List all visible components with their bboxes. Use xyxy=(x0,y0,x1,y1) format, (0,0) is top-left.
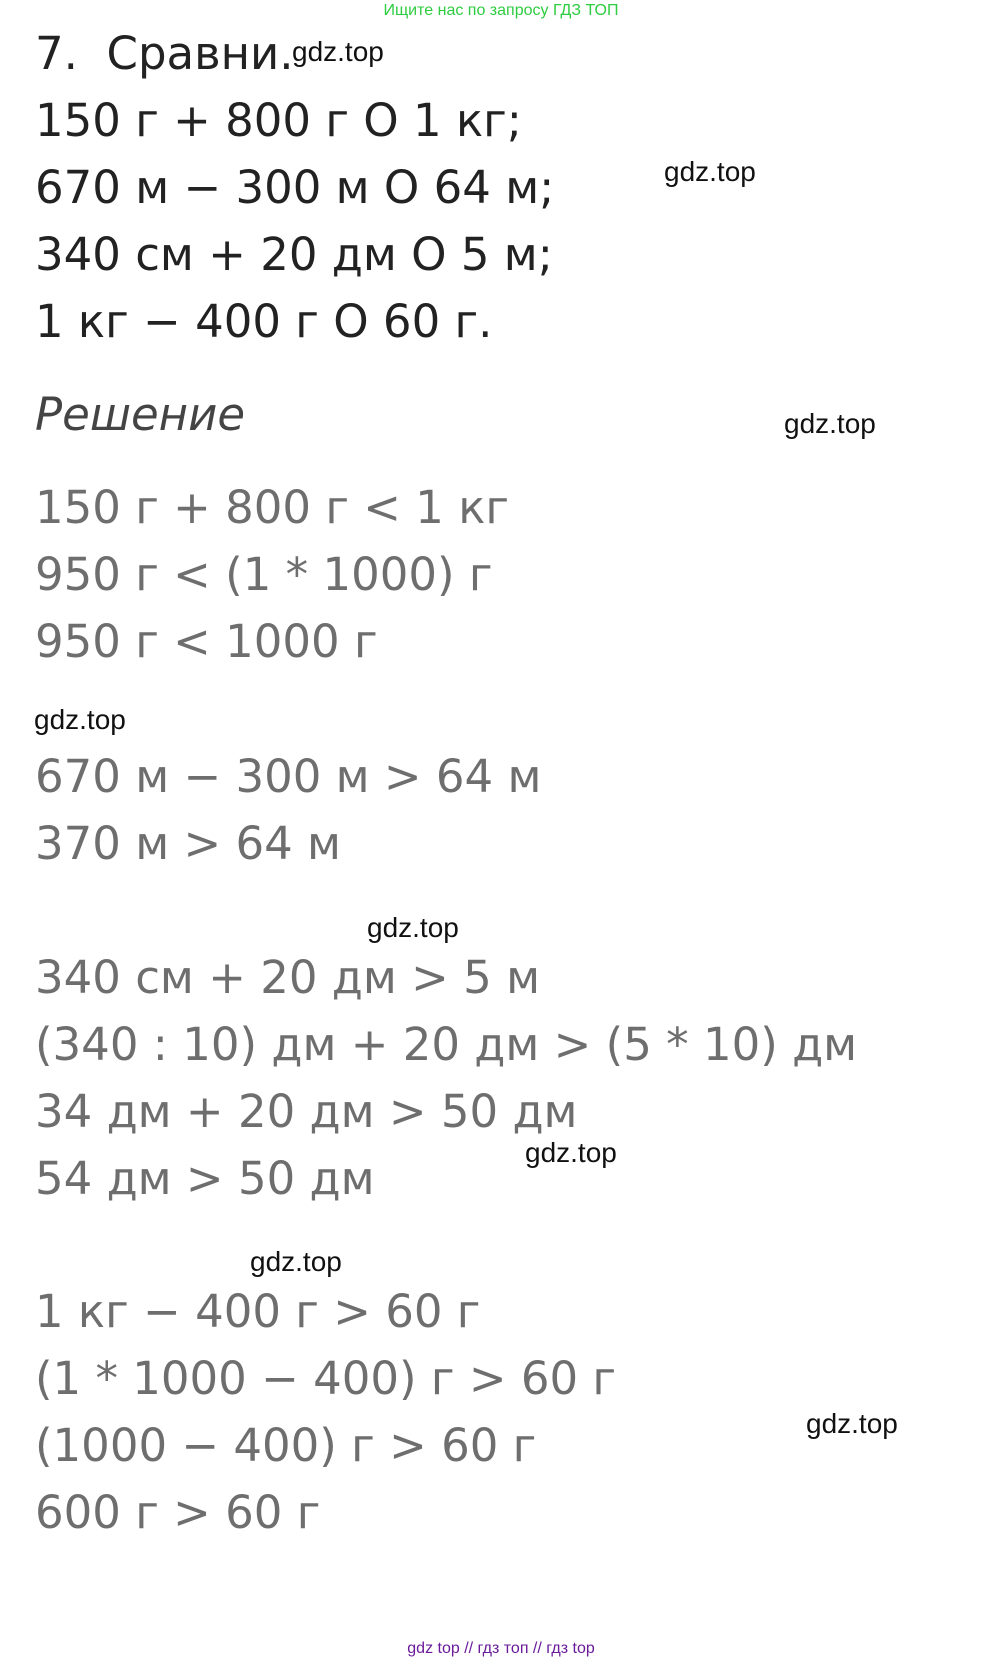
watermark: gdz.top xyxy=(367,912,459,943)
watermark: gdz.top xyxy=(250,1246,342,1277)
watermark: gdz.top xyxy=(784,408,876,439)
watermark: gdz.top xyxy=(664,156,756,187)
solution-line: 34 дм + 20 дм > 50 дм xyxy=(35,1085,578,1138)
watermark: gdz.top xyxy=(292,36,384,67)
solution-line: 1 кг − 400 г > 60 г xyxy=(35,1285,481,1338)
task-title: 7. Сравни. xyxy=(35,27,294,80)
watermark: gdz.top xyxy=(806,1408,898,1439)
solution-line: 340 см + 20 дм > 5 м xyxy=(35,951,541,1004)
task-line: 150 г + 800 г О 1 кг; xyxy=(35,94,522,147)
solution-heading: Решение xyxy=(35,388,246,441)
solution-line: (1000 − 400) г > 60 г xyxy=(35,1419,537,1472)
solution-line: 150 г + 800 г < 1 кг xyxy=(35,481,510,534)
solution-line: 950 г < (1 * 1000) г xyxy=(35,548,493,601)
task-line: 1 кг − 400 г О 60 г. xyxy=(35,295,493,348)
solution-line: (340 : 10) дм + 20 дм > (5 * 10) дм xyxy=(35,1018,858,1071)
task-line: 670 м − 300 м О 64 м; xyxy=(35,161,555,214)
solution-line: 950 г < 1000 г xyxy=(35,615,378,668)
solution-line: (1 * 1000 − 400) г > 60 г xyxy=(35,1352,617,1405)
solution-line: 600 г > 60 г xyxy=(35,1486,321,1539)
solution-line: 370 м > 64 м xyxy=(35,817,341,870)
top-banner: Ищите нас по запросу ГДЗ ТОП xyxy=(383,2,619,19)
solution-line: 54 дм > 50 дм xyxy=(35,1152,375,1205)
watermark: gdz.top xyxy=(34,704,126,735)
watermark: gdz.top xyxy=(525,1137,617,1168)
solution-line: 670 м − 300 м > 64 м xyxy=(35,750,542,803)
task-line: 340 см + 20 дм О 5 м; xyxy=(35,228,553,281)
footer: gdz top // гдз топ // гдз top xyxy=(407,1640,595,1657)
